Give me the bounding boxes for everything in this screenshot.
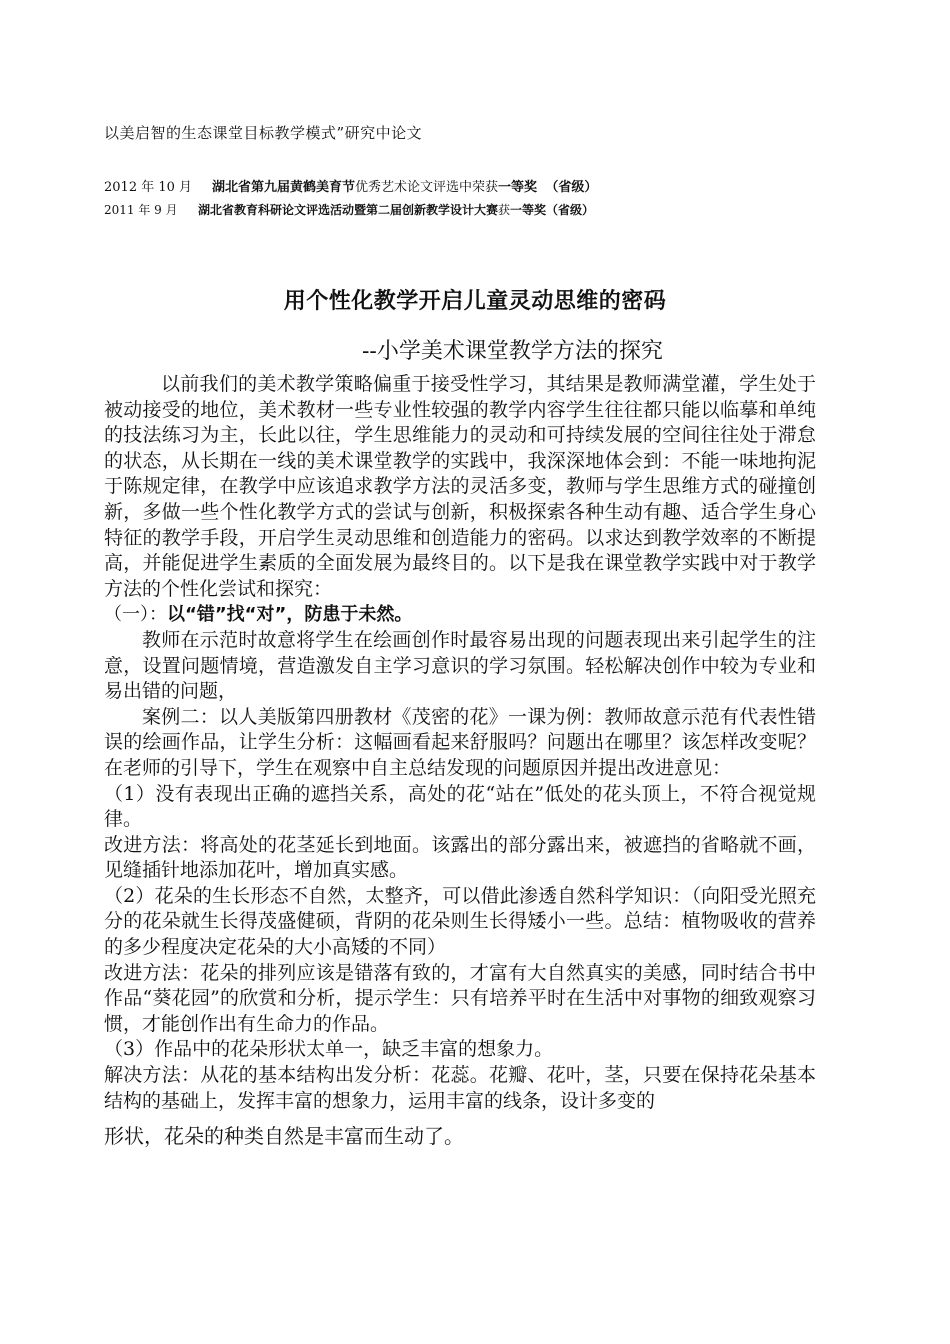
list-item-fix: 改进方法：花朵的排列应该是错落有致的，才富有大自然真实的美感，同时结合书中作品“葵花园”的欣赏和分析，提示学生：只有培养平时在生活中对事物的细致观察习惯，才能创作出有生命力的作品。 xyxy=(104,961,816,1035)
award-date: 2011 年 9 月 xyxy=(104,203,178,217)
section-title: 以“错”找“对”，防患于未然。 xyxy=(167,604,413,626)
intro-paragraph: 以前我们的美术教学策略偏重于接受性学习，其结果是教师满堂灌，学生处于被动接受的地位，美术教材一些专业性较强的教学内容学生往往都只能以临摹和单纯的技法练习为主，长此以往，学生思维能力的灵动和可持续发展的空间往往处于滞怠的状态，从长期在一线的美术课堂教学的实践中，我深深地体会到：不能一味地拘泥于陈规定律，在教学中应该追求教学方法的灵活多变，教师与学生思维方式的碰撞创新，多做一些个性化教学方式的尝试与创新，积极探索各种生动有趣、适合学生身心特征的教学手段，开启学生灵动思维和创造能力的密码。以求达到教学效率的不断提高，并能促进学生素质的全面发展为最终目的。以下是我在课堂教学实践中对于教学方法的个性化尝试和探究： xyxy=(104,373,816,600)
award-text: 获 xyxy=(498,203,511,217)
list-item-fix: 改进方法：将高处的花茎延长到地面。该露出的部分露出来，被遮挡的省略就不画，见缝插针地添加花叶，增加真实感。 xyxy=(104,833,816,882)
list-item-fix-end: 形状，花朵的种类自然是丰富而生动了。 xyxy=(104,1124,464,1149)
list-item-fix: 解决方法：从花的基本结构出发分析：花蕊。花瓣、花叶，茎，只要在保持花朵基本结构的基础上，发挥丰富的想象力，运用丰富的线条，设计多变的 xyxy=(104,1064,816,1112)
award-org: 湖北省教育科研论文评选活动暨第二届创新教学设计大赛 xyxy=(198,203,499,217)
award-level: （省级） xyxy=(545,180,598,195)
award-date: 2012 年 10 月 xyxy=(104,180,193,195)
award-line-2012 xyxy=(104,176,597,195)
section-heading xyxy=(104,602,816,628)
intro-line: 以美启智的生态课堂目标教学模式”研究中论文 xyxy=(104,124,423,142)
award-org: 湖北省第九届黄鹤美育节 xyxy=(212,180,356,195)
award-line-2011 xyxy=(104,201,594,218)
award-prize: 一等奖 xyxy=(498,180,538,195)
award-text: 优秀艺术论文评选中荣获 xyxy=(355,180,499,195)
list-item: （3）作品中的花朵形状太单一，缺乏丰富的想象力。 xyxy=(104,1038,554,1061)
article-subtitle: --小学美术课堂教学方法的探究 xyxy=(362,339,663,364)
article-title: 用个性化教学开启儿童灵动思维的密码 xyxy=(283,289,667,314)
award-prize: 一等奖（省级） xyxy=(510,203,595,217)
paragraph: 教师在示范时故意将学生在绘画创作时最容易出现的问题表现出来引起学生的注意，设置问题情境，营造激发自主学习意识的学习氛围。轻松解决创作中较为专业和易出错的问题， xyxy=(104,628,816,703)
section-number: （一）： xyxy=(104,604,167,626)
paragraph-case: 案例二：以人美版第四册教材《茂密的花》一课为例：教师故意示范有代表性错误的绘画作品，让学生分析：这幅画看起来舒服吗？问题出在哪里？该怎样改变呢？在老师的引导下，学生在观察中自主总结发现的问题原因并提出改进意见： xyxy=(104,705,816,779)
article-body xyxy=(104,372,816,1150)
list-item: （1）没有表现出正确的遮挡关系，高处的花“站在”低处的花头顶上，不符合视觉规律。 xyxy=(104,782,816,831)
list-item: （2）花朵的生长形态不自然，太整齐，可以借此渗透自然科学知识：（向阳受光照充分的花朵就生长得茂盛健硕，背阴的花朵则生长得矮小一些。总结：植物吸收的营养的多少程度决定花朵的大小高矮的不同） xyxy=(104,884,816,959)
